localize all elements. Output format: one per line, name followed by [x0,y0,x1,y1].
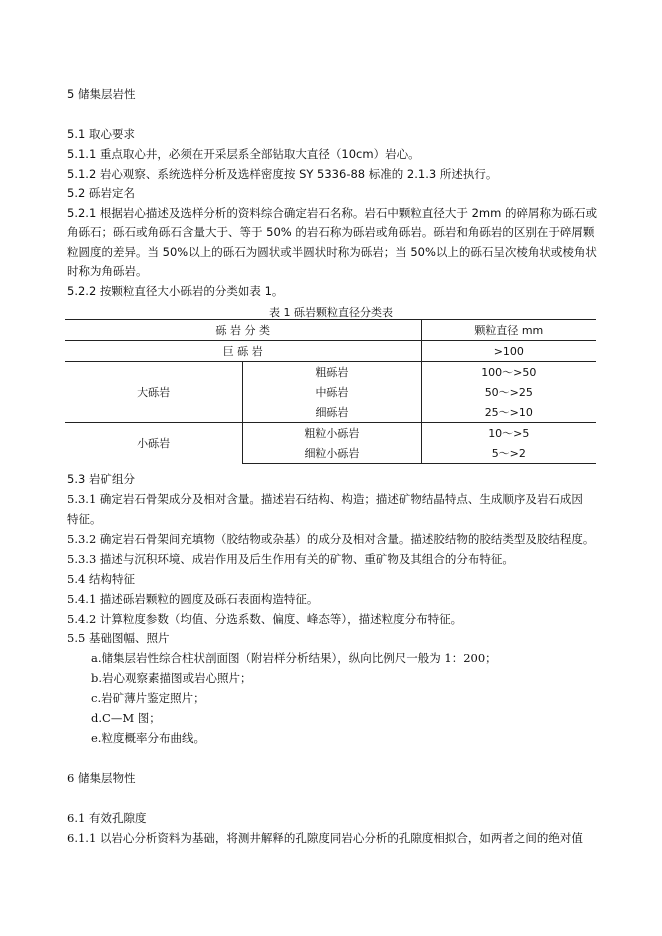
giant-gravel-value: >100 [421,341,596,362]
list-item-d: d.C—M 图； [91,711,161,725]
row-name: 细粒小砾岩 [243,443,421,464]
paragraph-5-3-2: 5.3.2 确定岩石骨架间充填物（胶结物或杂基）的成分及相对含量。描述胶结物的胶结类型及胶结程度。 [67,532,595,546]
paragraph-5-3-3: 5.3.3 描述与沉积环境、成岩作用及后生作用有关的矿物、重矿物及其组合的分布特征。 [67,552,514,566]
paragraph-5-2-2: 5.2.2 按颗粒直径大小砾岩的分类如表 1。 [67,284,284,298]
row-value: 50～>25 [421,382,596,402]
giant-gravel-name: 巨 砾 岩 [65,341,421,362]
list-item-a: a.储集层岩性综合柱状剖面图（附岩样分析结果），纵向比例尺一般为 1：200； [91,651,497,665]
paragraph-5-4-1: 5.4.1 描述砾岩颗粒的圆度及砾石表面构造特征。 [67,592,319,606]
list-item-e: e.粒度概率分布曲线。 [91,731,205,745]
list-item-b: b.岩心观察素描图或岩心照片； [91,671,252,685]
table-caption: 表 1 砾岩颗粒直径分类表 [269,306,393,319]
row-value: 100～>50 [421,362,596,383]
paragraph-5-2-1-line1: 5.2.1 根据岩心描述及选样分析的资料综合确定岩石名称。岩石中颗粒直径大于 2mm 的碎屑称为砾石或 [67,206,597,220]
table-row [65,362,596,383]
large-gravel-group: 大砾岩 [65,362,243,423]
paragraph-5-3-1-line2: 特征。 [67,512,102,526]
table-row [65,423,596,444]
row-value: 5～>2 [421,443,596,464]
table-row [65,341,596,362]
section-5-3-heading: 5.3 岩矿组分 [67,472,135,486]
gravel-classification-table [65,319,596,464]
section-5-1-heading: 5.1 取心要求 [67,127,135,141]
section-5-4-heading: 5.4 结构特征 [67,572,135,586]
section-6-heading: 6 储集层物性 [67,771,136,785]
row-name: 粗粒小砾岩 [243,423,421,444]
paragraph-5-1-2: 5.1.2 岩心观察、系统选样分析及选样密度按 SY 5336-88 标准的 2.1.3 所述执行。 [67,167,498,181]
table-header-row [65,320,596,341]
row-name: 中砾岩 [243,382,421,402]
list-item-c: c.岩矿薄片鉴定照片； [91,691,205,705]
paragraph-5-3-1-line1: 5.3.1 确定岩石骨架成分及相对含量。描述岩石结构、构造；描述矿物结晶特点、生成顺序及岩石成因 [67,492,583,506]
section-5-heading: 5 储集层岩性 [67,87,136,101]
section-6-1-heading: 6.1 有效孔隙度 [67,811,147,825]
row-value: 10～>5 [421,423,596,444]
header-diameter: 颗粒直径 mm [421,320,596,341]
row-name: 粗砾岩 [243,362,421,383]
section-5-5-heading: 5.5 基础图幅、照片 [67,631,170,645]
row-name: 细砾岩 [243,402,421,423]
row-value: 25～>10 [421,402,596,423]
paragraph-6-1-1: 6.1.1 以岩心分析资料为基础，将测井解释的孔隙度同岩心分析的孔隙度相拟合，如两者之间的绝对值 [67,831,583,845]
header-classification: 砾 岩 分 类 [65,320,421,341]
paragraph-5-2-1-line3: 粒圆度的差异。当 50%以上的砾石为圆状或半圆状时称为砾岩；当 50%以上的砾石呈次棱角状或棱角状 [67,245,597,259]
paragraph-5-2-1-line4: 时称为角砾岩。 [67,264,148,278]
small-gravel-group: 小砾岩 [137,437,171,451]
paragraph-5-1-1: 5.1.1 重点取心井，必须在开采层系全部钻取大直径（10cm）岩心。 [67,147,420,161]
section-5-2-heading: 5.2 砾岩定名 [67,186,135,200]
paragraph-5-4-2: 5.4.2 计算粒度参数（均值、分选系数、偏度、峰态等），描述粒度分布特征。 [67,612,463,626]
paragraph-5-2-1-line2: 角砾石；砾石或角砾石含量大于、等于 50% 的岩石称为砾岩或角砾岩。砾岩和角砾岩的区别在于碎屑颗 [67,225,595,239]
